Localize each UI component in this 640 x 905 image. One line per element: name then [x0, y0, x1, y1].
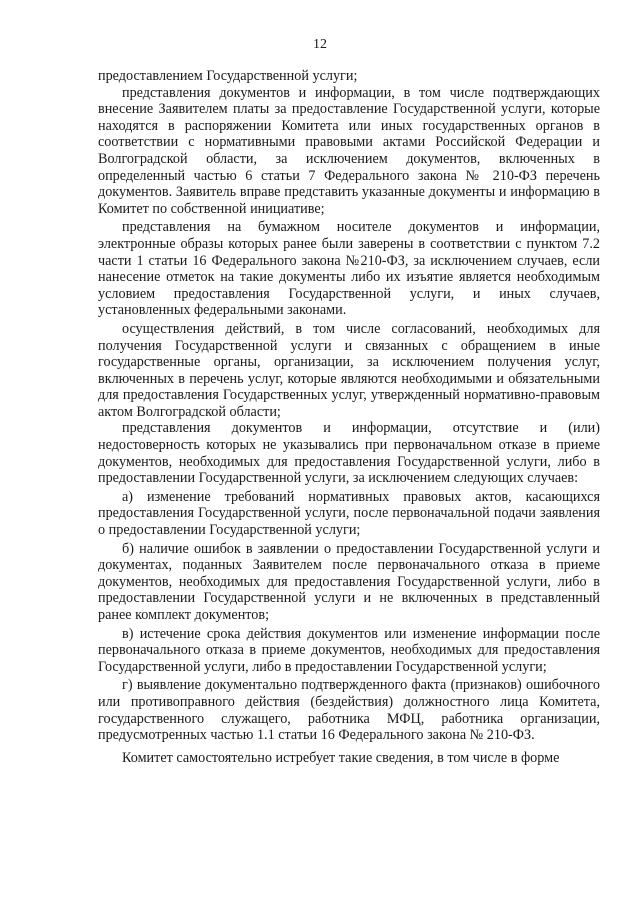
paragraph-actions-approvals: осуществления действий, в том числе согласований, необходимых для получения Государственной услуги и связанных с обращением в иные государственные органы, организации, за исключением получения услуг, включенных в перечень услуг, которые являются необходимыми и обязательными для предоставления Государственных услуг, утвержденный нормативно-правовым актом Волгоградской области; [98, 320, 600, 420]
paragraph-paper-documents: представления на бумажном носителе документов и информации, электронные образы которых ранее были заверены в соответствии с пунктом 7.2 части 1 статьи 16 Федерального закона №210-ФЗ, за исключением случаев, если нанесение отметок на такие документы либо их изъятие является необходимым условием предоставления Государственной услуги, и иных случаев, установленных федеральными законами. [98, 219, 600, 319]
list-item-v: в) истечение срока действия документов или изменение информации после первоначального отказа в приеме документов, необходимых для предоставления Государственной услуги, либо в предоставлении Государственной услуги; [98, 625, 600, 675]
list-item-g: г) выявление документально подтвержденного факта (признаков) ошибочного или противоправного действия (бездействия) должностного лица Комитета, государственного служащего, работника МФЦ, работника организации, предусмотренных частью 1.1 статьи 16 Федерального закона № 210-ФЗ. [98, 677, 600, 744]
page-number: 12 [313, 37, 327, 52]
paragraph-missing-documents: представления документов и информации, отсутствие и (или) недостоверность которых не указывались при первоначальном отказе в приеме документов, необходимых для предоставления Государственной услуги, либо в предоставлении Государственной услуги, за исключением следующих случаев: [98, 420, 600, 487]
document-body [98, 68, 600, 766]
list-item-a: а) изменение требований нормативных правовых актов, касающихся предоставления Государственной услуги, после первоначальной подачи заявления о предоставлении Государственной услуги; [98, 488, 600, 539]
list-item-b: б) наличие ошибок в заявлении о предоставлении Государственной услуги и документах, поданных Заявителем после первоначального отказа в приеме документов, необходимых для предоставления Государственной услуги, либо в предоставлении Государственной услуги и не включенных в представленный ранее комплект документов; [98, 540, 600, 623]
paragraph-continuation: предоставлением Государственной услуги; [98, 68, 358, 84]
paragraph-documents-information: представления документов и информации, в том числе подтверждающих внесение Заявителем платы за предоставление Государственной услуги, которые находятся в распоряжении Комитета или иных государственных органов в соответствии с нормативными правовыми актами Российской Федерации и Волгоградской области, за исключением документов, включенных в определенный частью 6 статьи 7 Федерального закона № 210-ФЗ перечень документов. Заявитель вправе представить указанные документы и информацию в Комитет по собственной инициативе; [98, 84, 600, 217]
paragraph-committee-requests: Комитет самостоятельно истребует такие сведения, в том числе в форме [122, 749, 560, 766]
